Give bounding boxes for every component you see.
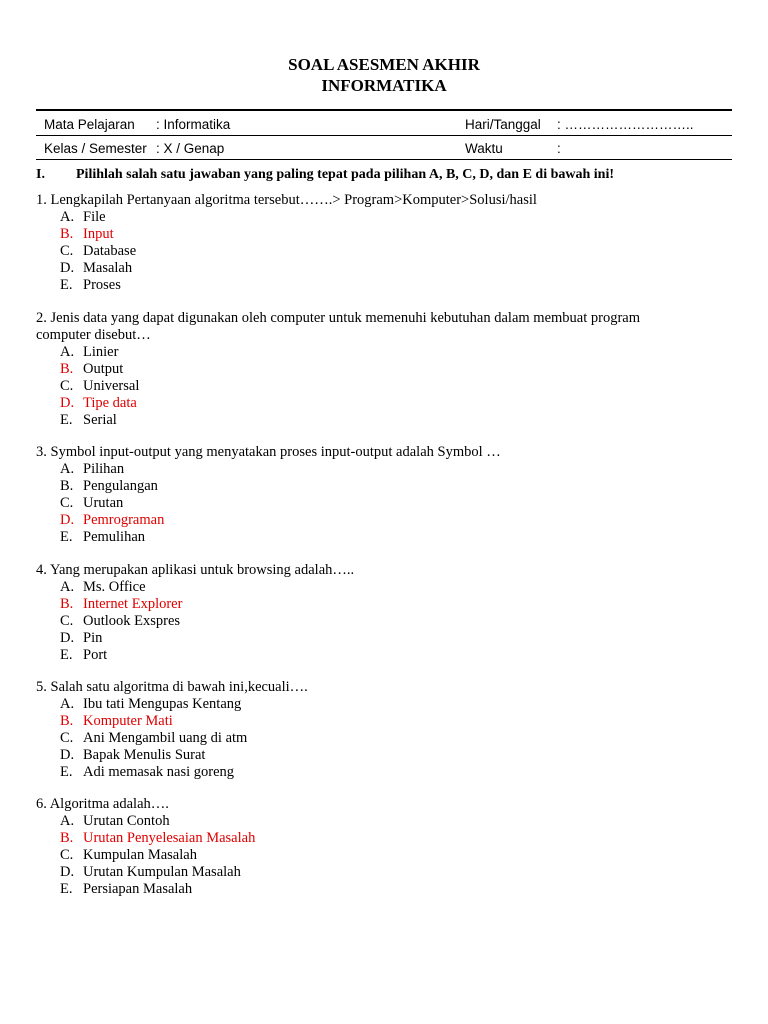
option-c: C. Ani Mengambil uang di atm	[60, 730, 248, 746]
option-c: C. Universal	[60, 378, 140, 394]
question-5	[36, 679, 696, 781]
option-c: C. Outlook Exspres	[60, 613, 181, 629]
option-a: A. Ibu tati Mengupas Kentang	[60, 696, 242, 712]
date-value: : ………………………..	[557, 117, 694, 132]
option-e: E. Port	[60, 647, 108, 663]
option-d-answer: D. Pemrograman	[60, 512, 165, 528]
option-b-answer: B. Urutan Penyelesaian Masalah	[60, 830, 256, 846]
option-b: B. Output	[60, 361, 124, 377]
option-d: D. Bapak Menulis Surat	[60, 747, 206, 763]
option-e: E. Pemulihan	[60, 529, 146, 545]
question-stem: 1. Lengkapilah Pertanyaan algoritma tersebut…….> Program>Komputer>Solusi/hasil	[36, 192, 537, 208]
page-subtitle: INFORMATIKA	[321, 76, 447, 95]
question-stem: 2. Jenis data yang dapat digunakan oleh computer untuk memenuhi kebutuhan dalam membuat program computer disebut…	[36, 310, 641, 343]
question-stem: 3. Symbol input-output yang menyatakan proses input-output adalah Symbol …	[36, 444, 501, 460]
option-d: D. Pin	[60, 630, 103, 646]
option-c: C. Database	[60, 243, 137, 259]
option-d: D. Urutan Kumpulan Masalah	[60, 864, 241, 880]
header-rule-bottom	[36, 159, 732, 160]
option-b-answer: B. Komputer Mati	[60, 713, 173, 729]
option-a: A. Linier	[60, 344, 119, 360]
option-b-answer: B. Input	[60, 226, 114, 242]
option-list	[36, 579, 696, 664]
header-rule-mid	[36, 135, 732, 136]
option-list	[36, 696, 696, 781]
class-value: : X / Genap	[156, 141, 225, 156]
instruction-text: Pilihlah salah satu jawaban yang paling tepat pada pilihan A, B, C, D, dan E di bawah ini!	[76, 167, 615, 182]
option-b-answer: B. Internet Explorer	[60, 596, 183, 612]
option-d-answer: D. Tipe data	[60, 395, 137, 411]
option-a: A. Urutan Contoh	[60, 813, 170, 829]
option-c: C. Kumpulan Masalah	[60, 847, 197, 863]
option-list	[36, 461, 696, 546]
subject-label: Mata Pelajaran	[44, 117, 135, 132]
option-a: A. File	[60, 209, 106, 225]
time-value: :	[557, 141, 561, 156]
question-stem: 6. Algoritma adalah….	[36, 796, 169, 812]
question-stem: 5. Salah satu algoritma di bawah ini,kecuali….	[36, 679, 308, 695]
subject-value: : Informatika	[156, 117, 231, 132]
option-a: A. Ms. Office	[60, 579, 146, 595]
option-list	[36, 209, 696, 294]
question-2	[36, 310, 696, 429]
question-stem: 4. Yang merupakan aplikasi untuk browsing adalah…..	[36, 562, 355, 578]
option-e: E. Persiapan Masalah	[60, 881, 193, 897]
option-b: B. Pengulangan	[60, 478, 158, 494]
question-4	[36, 562, 696, 664]
option-d: D. Masalah	[60, 260, 133, 276]
question-3	[36, 444, 696, 546]
option-list	[36, 344, 696, 429]
option-e: E. Serial	[60, 412, 117, 428]
page-title: SOAL ASESMEN AKHIR	[288, 55, 480, 74]
question-6	[36, 796, 696, 898]
option-c: C. Urutan	[60, 495, 124, 511]
time-label: Waktu	[465, 141, 503, 156]
option-list	[36, 813, 696, 898]
question-1	[36, 192, 696, 294]
header-rule-top	[36, 109, 732, 111]
class-label: Kelas / Semester	[44, 141, 147, 156]
option-e: E. Proses	[60, 277, 121, 293]
date-label: Hari/Tanggal	[465, 117, 541, 132]
option-e: E. Adi memasak nasi goreng	[60, 764, 235, 780]
option-a: A. Pilihan	[60, 461, 125, 477]
instruction-number: I.	[36, 167, 45, 182]
